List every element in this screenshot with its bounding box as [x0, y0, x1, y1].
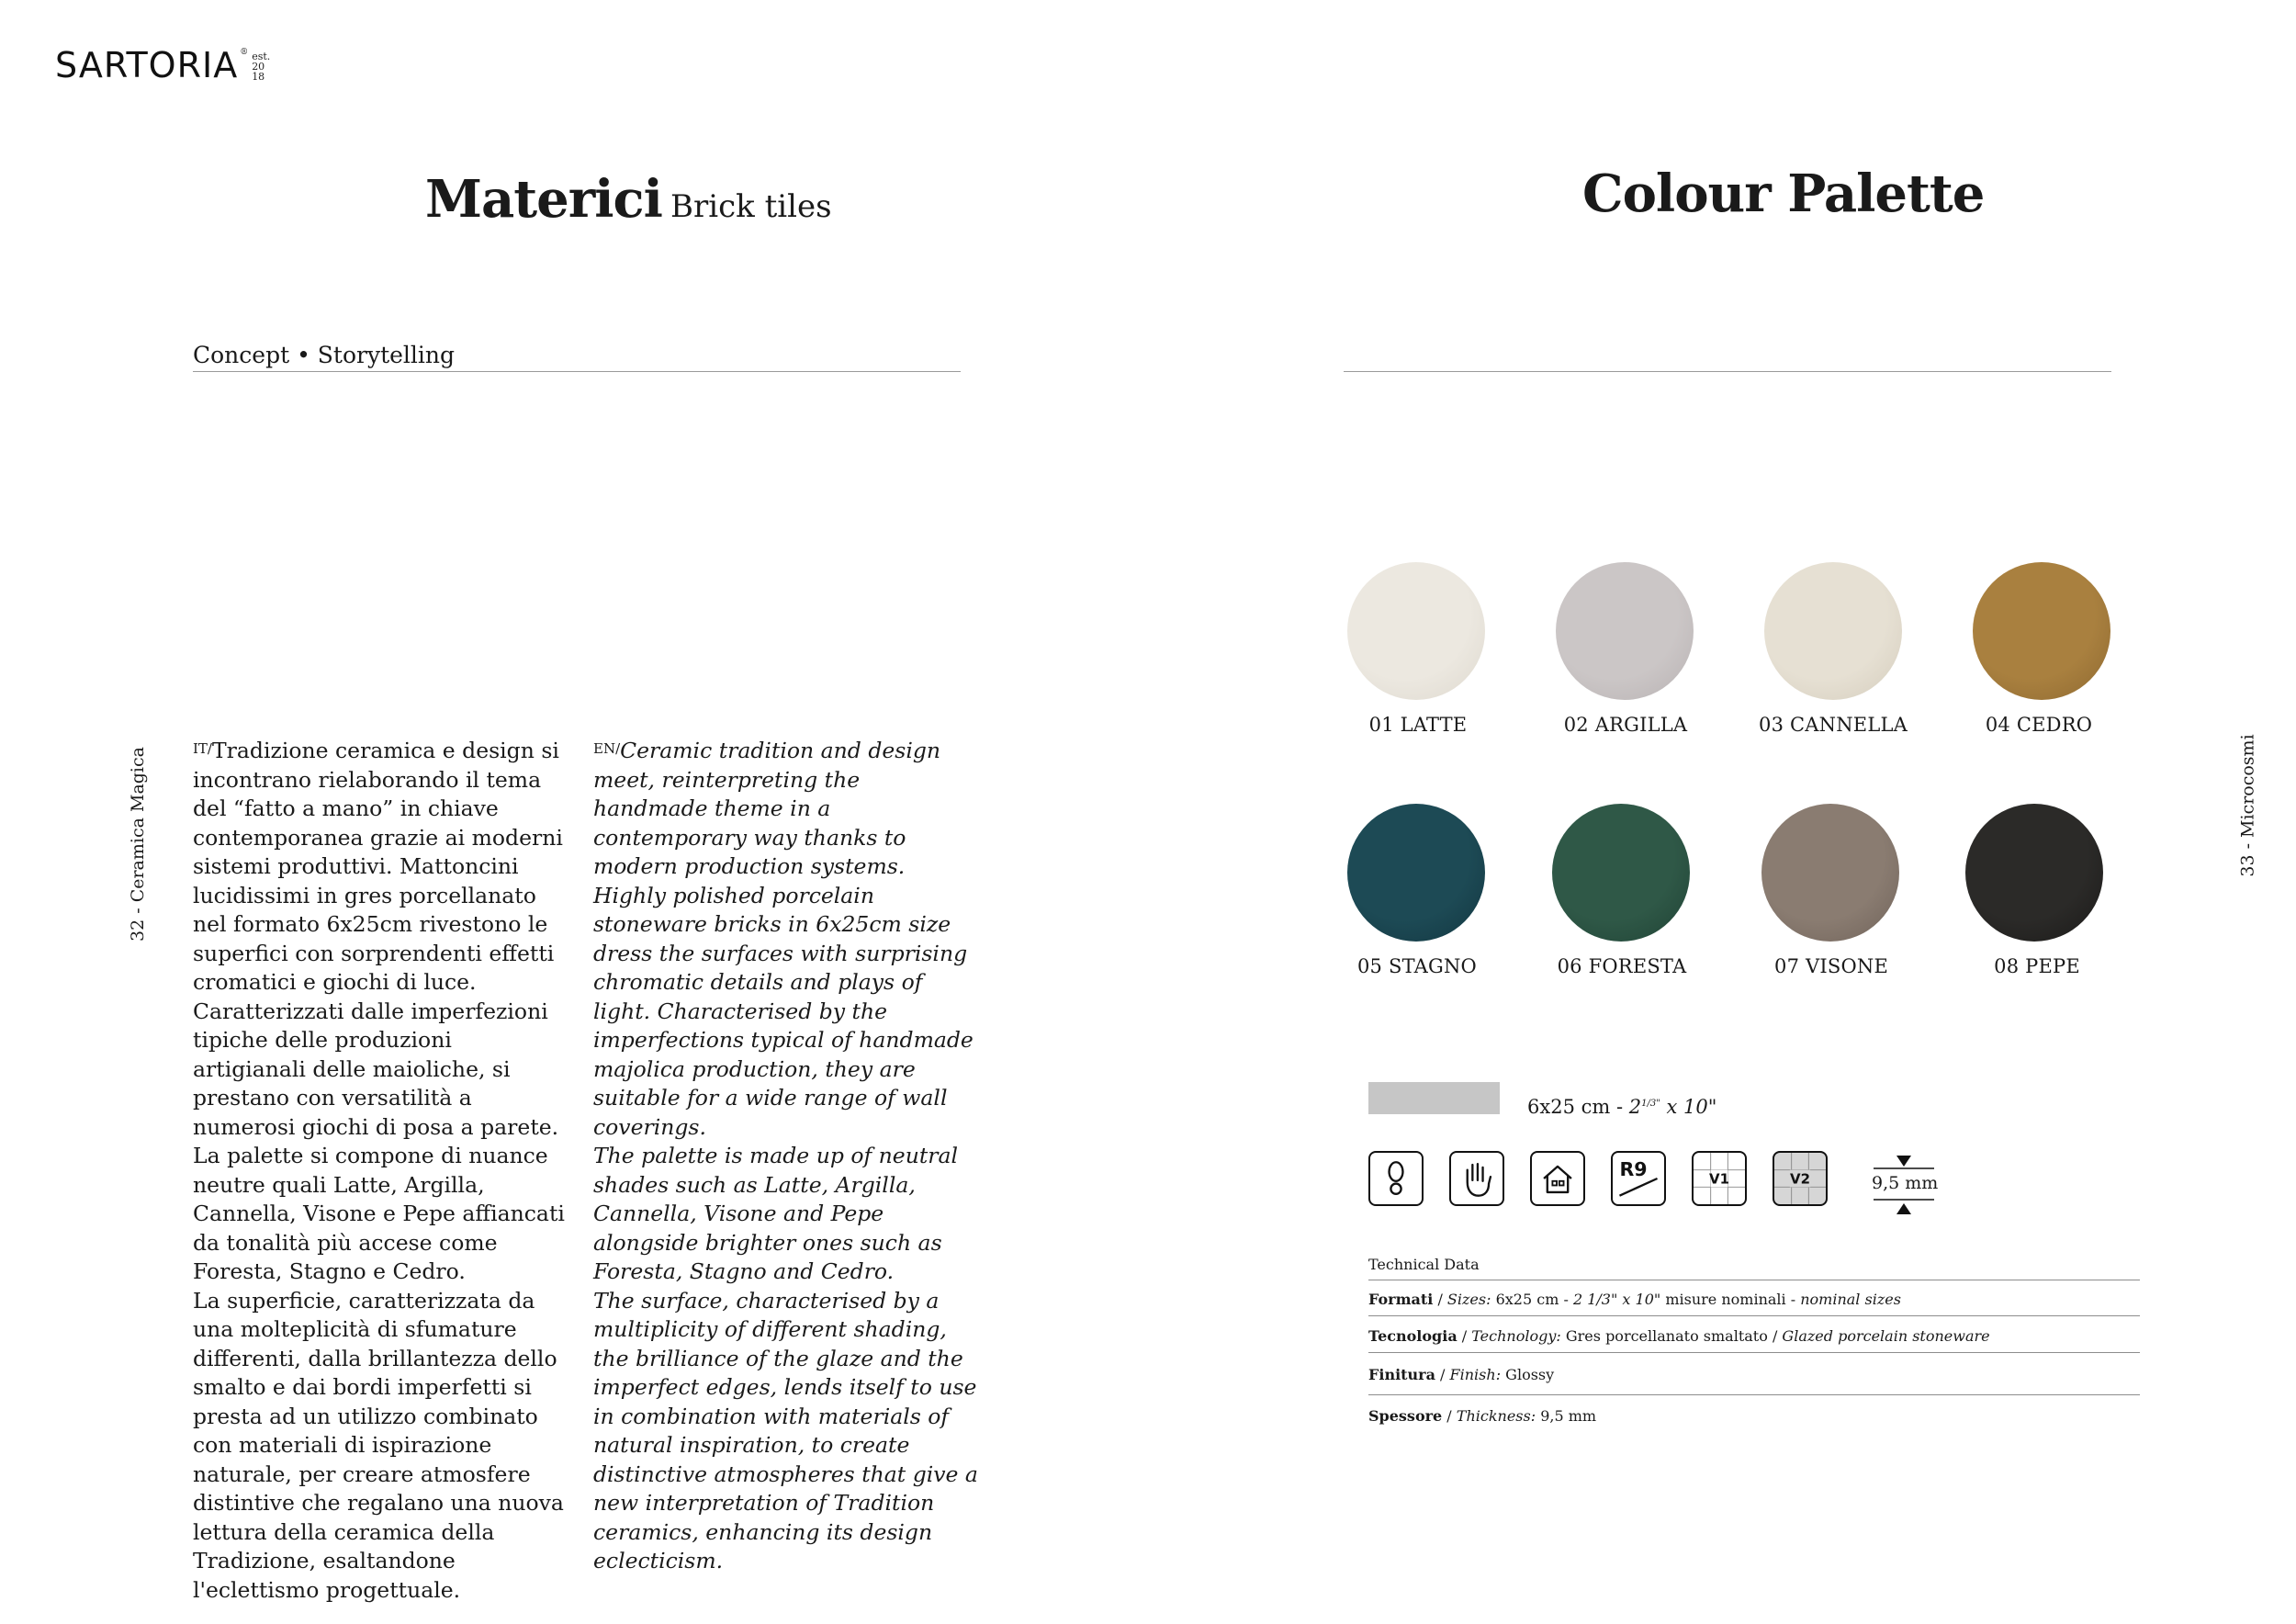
lang-tag-it: IT/: [193, 740, 212, 757]
text-it-para-1: [193, 737, 569, 1142]
page-number-right: 33 - Microcosmi: [2237, 734, 2258, 877]
house-icon: [1530, 1151, 1585, 1206]
logo-est-year: 18: [252, 71, 265, 83]
tech-spessore-en-label: Thickness:: [1456, 1407, 1536, 1425]
tech-finitura-sep: /: [1435, 1366, 1450, 1383]
text-it-para-3: La superficie, caratterizzata da una molteplicità di sfumature differenti, dalla brillantezza dello smalto e dai bordi imperfetti si presta ad un utilizzo combinato con materiali di ispirazione naturale, per creare atmosfere distintive che regalano una nuova lettura della ceramica della Tradizione, esaltandone l'eclettismo progettuale.: [193, 1287, 564, 1603]
tech-row-tecnologia: [1368, 1327, 1990, 1345]
tile-size-diagram: [1368, 1082, 1500, 1114]
swatch-label-cedro: 04 CEDRO: [1985, 714, 2093, 736]
swatch-visone: [1761, 804, 1899, 942]
tech-data-title: Technical Data: [1368, 1256, 1480, 1273]
tile-size-text: [1527, 1096, 1716, 1118]
tech-divider-3: [1368, 1352, 2140, 1353]
tech-tecnologia-label: Tecnologia: [1368, 1327, 1458, 1345]
text-en-para-2: The palette is made up of neutral shades such as Latte, Argilla, Cannella, Visone and Pepe alongside brighter ones such as Foresta, Stagno and Cedro.: [593, 1143, 959, 1284]
page-title-left: [425, 169, 832, 230]
tech-spessore-sep: /: [1442, 1407, 1457, 1425]
footprint-icon: [1368, 1151, 1424, 1206]
hand-icon: [1449, 1151, 1504, 1206]
swatch-argilla: [1556, 562, 1694, 700]
tech-spessore-label: Spessore: [1368, 1407, 1443, 1425]
tech-row-formati: [1368, 1291, 1901, 1308]
logo-est-century: 20: [252, 61, 265, 73]
logo-registered-mark: ®: [240, 48, 249, 57]
divider-left: [193, 371, 961, 372]
text-italian: [193, 737, 569, 1605]
tech-formati-en-label: Sizes:: [1446, 1291, 1491, 1308]
tech-formati-label: Formati: [1368, 1291, 1434, 1308]
section-label: Concept • Storytelling: [193, 342, 455, 368]
swatch-label-foresta: 06 FORESTA: [1557, 955, 1687, 977]
collection-subtitle: Brick tiles: [670, 188, 832, 225]
logo-established: [252, 51, 270, 82]
text-it-para-1-text: Tradizione ceramica e design si incontrano rielaborando il tema del “fatto a mano” in chiave contemporanea grazie ai moderni sistemi produttivi. Mattoncini lucidissimi in gres porcellanato nel formato 6x25cm rivestono le superfici con sorprendenti effetti cromatici e giochi di luce. Caratterizzati dalle imperfezioni tipiche delle produzioni artigianali delle maioliche, si prestano con versatilità a numerosi giochi di posa a parete.: [193, 738, 563, 1140]
divider-right: [1344, 371, 2111, 372]
v2-icon: [1773, 1151, 1828, 1206]
size-imperial: [1629, 1096, 1717, 1118]
tech-tecnologia-value-en: Glazed porcelain stoneware: [1782, 1327, 1990, 1345]
v2-text: V2: [1790, 1170, 1810, 1188]
size-metric: 6x25 cm -: [1527, 1096, 1629, 1118]
tech-formati-note-en: nominal sizes: [1800, 1291, 1901, 1308]
r9-text: R9: [1619, 1158, 1648, 1181]
swatch-stagno: [1347, 804, 1485, 942]
size-imperial-whole: 2: [1628, 1096, 1642, 1118]
swatch-label-latte: 01 LATTE: [1368, 714, 1468, 736]
collection-title: Materici: [425, 169, 662, 230]
text-it-para-2: La palette si compone di nuance neutre quali Latte, Argilla, Cannella, Visone e Pepe affiancati da tonalità più accese come Foresta, Stagno e Cedro.: [193, 1143, 565, 1284]
swatch-label-pepe: 08 PEPE: [1994, 955, 2080, 977]
tech-tecnologia-en-label: Technology:: [1471, 1327, 1561, 1345]
swatch-label-visone: 07 VISONE: [1774, 955, 1888, 977]
tech-spessore-value: 9,5 mm: [1536, 1407, 1597, 1425]
logo-est-label: est.: [252, 51, 271, 62]
r9-slip-icon: [1611, 1151, 1666, 1206]
tech-divider-4: [1368, 1394, 2140, 1395]
swatch-cedro: [1973, 562, 2110, 700]
size-imperial-length: x 10": [1660, 1096, 1717, 1118]
tech-formati-sep: /: [1433, 1291, 1447, 1308]
thickness-label: 9,5 mm: [1872, 1173, 1939, 1193]
tech-tecnologia-sep: /: [1457, 1327, 1472, 1345]
swatch-latte: [1347, 562, 1485, 700]
brand-logo: [55, 45, 271, 85]
lang-tag-en: EN/: [593, 740, 621, 757]
swatch-foresta: [1552, 804, 1690, 942]
text-english: [593, 737, 979, 1576]
swatch-label-stagno: 05 STAGNO: [1357, 955, 1477, 977]
tech-divider-2: [1368, 1315, 2140, 1316]
tech-tecnologia-value: Gres porcellanato smaltato /: [1560, 1327, 1783, 1345]
swatch-label-argilla: 02 ARGILLA: [1563, 714, 1688, 736]
page-number-left: 32 - Ceramica Magica: [127, 747, 148, 942]
logo-wordmark: SARTORIA: [55, 45, 239, 85]
tech-formati-imperial: 2 1/3" x 10": [1572, 1291, 1661, 1308]
v1-text: V1: [1709, 1170, 1729, 1188]
text-en-para-3: The surface, characterised by a multiplicity of different shading, the brilliance of the glaze and the imperfect edges, lends itself to use in combination with materials of natural inspiration, to create distinctive atmospheres that give a new interpretation of Tradition ceramics, enhancing its design eclecticism.: [593, 1287, 978, 1573]
v1-icon: [1692, 1151, 1747, 1206]
tech-row-finitura: [1368, 1366, 1554, 1383]
tech-finitura-label: Finitura: [1368, 1366, 1435, 1383]
swatch-cannella: [1764, 562, 1902, 700]
text-en-para-1-text: Ceramic tradition and design meet, reinterpreting the handmade theme in a contemporary way thanks to modern production systems. Highly polished porcelain stoneware bricks in 6x25cm size dress the surfaces with surprising chromatic details and plays of light. Characterised by the imperfections typical of handmade majolica production, they are suitable for a wide range of wall coverings.: [593, 738, 974, 1140]
page-title-right: Colour Palette: [1582, 164, 1985, 224]
swatch-pepe: [1965, 804, 2103, 942]
size-imperial-fraction: 1/3": [1641, 1099, 1660, 1109]
tech-row-spessore: [1368, 1407, 1596, 1425]
tech-finitura-value: Glossy: [1501, 1366, 1555, 1383]
tech-formati-value: 6x25 cm -: [1491, 1291, 1573, 1308]
tech-formati-note: misure nominali -: [1660, 1291, 1801, 1308]
tech-finitura-en-label: Finish:: [1449, 1366, 1502, 1383]
swatch-label-cannella: 03 CANNELLA: [1759, 714, 1908, 736]
text-en-para-1: [593, 737, 979, 1142]
